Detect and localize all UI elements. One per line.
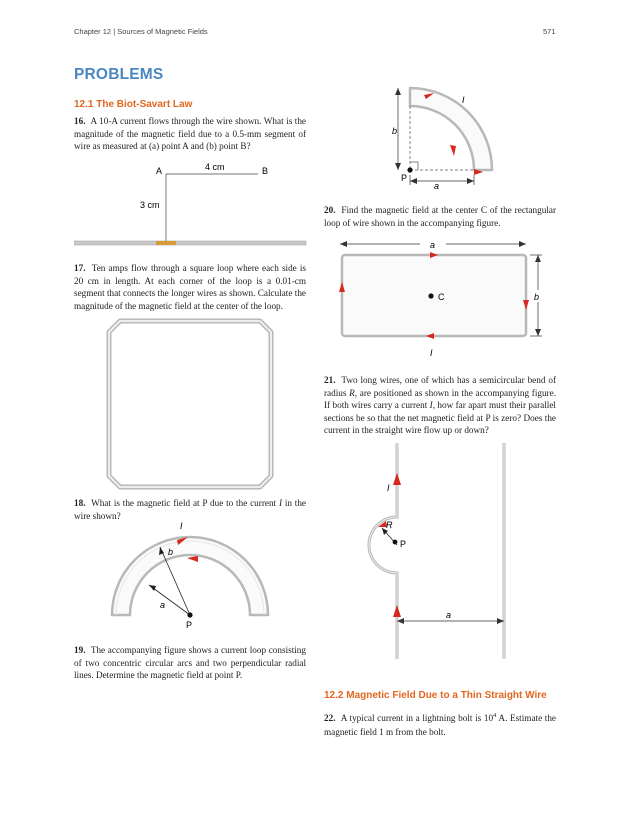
label-point-b: B [262, 166, 269, 176]
problem-number: 21. [324, 375, 336, 385]
figure-19 [388, 82, 503, 190]
label-a: a [430, 240, 436, 250]
dimension-a-arrow-right [467, 178, 474, 184]
label-a: a [446, 610, 452, 620]
exponent-base: 10 [483, 713, 494, 724]
figure-16 [74, 158, 308, 250]
current-arrow-upper [393, 473, 401, 485]
problem-number: 18. [74, 498, 86, 508]
dimension-a-arrow-right [519, 241, 526, 247]
problem-18: 18. What is the magnetic field at P due to the current I in the wire shown? [74, 498, 307, 521]
subsection-heading-12-1: 12.1 The Biot-Savart Law [74, 99, 193, 110]
label-point-p: P [186, 620, 193, 630]
problem-22: 22. A typical current in a lightning bolt is $10^4$ A. Estimate the magnetic field 1 m from the bolt. [324, 712, 557, 738]
point-p [393, 540, 398, 545]
current-arrow-inner [450, 145, 456, 156]
dimension-b-arrow-bottom [395, 163, 401, 170]
label-current-i: I [462, 95, 465, 105]
radius-a-line [149, 585, 190, 615]
dimension-b-arrow-top [395, 88, 401, 95]
dimension-a-arrow-left [340, 241, 347, 247]
problem-text: Find the magnetic field at the center C of the rectangular loop of wire shown in the accompanying figure. [324, 205, 557, 228]
problem-text: A 10-A current flows through the wire shown. What is the magnitude of the magnetic field due to a 0.5-mm segment of wire as measured at (a) point A and (b) point B? [74, 116, 306, 152]
dimension-b-arrow-top [535, 255, 541, 262]
problem-number: 22. [324, 713, 336, 724]
center-c [428, 293, 433, 298]
problem-number: 19. [74, 645, 86, 655]
problem-17 [74, 262, 306, 312]
label-a: a [434, 181, 440, 190]
point-p [187, 612, 192, 617]
figure-18 [100, 515, 280, 630]
problem-number: 20. [324, 205, 336, 215]
label-radius-a: a [160, 600, 166, 610]
label-distance-horizontal: 4 cm [205, 162, 225, 172]
half-ring-loop [112, 537, 268, 615]
problem-19 [74, 644, 306, 682]
current-arrow-inner [187, 556, 198, 562]
quarter-ring-loop [410, 88, 492, 170]
dimension-b-arrow-bottom [535, 329, 541, 336]
label-point-p: P [401, 173, 408, 183]
problem-text: The accompanying figure shows a current loop consisting of two concentric circular arcs and two perpendicular radial lines. Determine the magnetic field at point P. [74, 645, 306, 681]
point-p [407, 167, 412, 172]
label-radius-r: R [386, 520, 393, 530]
current-arrow-lower [393, 605, 401, 617]
exponent-power: 4 [493, 712, 497, 719]
bent-wire-shine [369, 443, 397, 659]
straight-wire [74, 241, 306, 245]
label-radius-b: b [168, 547, 174, 557]
square-loop-inner [109, 321, 271, 487]
label-current-i: I [180, 521, 183, 531]
label-current-i: I [387, 483, 390, 493]
label-b: b [392, 126, 398, 136]
page-number: 571 [543, 27, 556, 36]
label-distance-vertical: 3 cm [140, 200, 160, 210]
radius-a-arrowhead [149, 585, 156, 591]
problem-number: 17. [74, 263, 86, 273]
running-header: Chapter 12 | Sources of Magnetic Fields [74, 27, 208, 36]
problem-20 [324, 204, 556, 229]
wire-segment [156, 241, 176, 245]
label-point-p: P [400, 539, 407, 549]
bent-wire [369, 443, 397, 659]
label-current-i: I [430, 348, 433, 358]
problem-number: 16. [74, 116, 86, 126]
section-heading: PROBLEMS [74, 66, 164, 83]
label-point-a: A [156, 166, 163, 176]
figure-21 [356, 443, 516, 659]
rectangular-loop [342, 255, 526, 336]
figure-20 [334, 238, 546, 362]
problem-21: 21. Two long wires, one of which has a semicircular bend of radius R, are positioned as shown in the accompanying figure. If both wires carry a current I, how far apart must their parallel sections be so that the net magnetic field at P is zero? Does the current in the straight wire flow up or down? [324, 375, 557, 436]
figure-17 [106, 318, 274, 490]
problem-16 [74, 115, 306, 153]
subsection-heading-12-2: 12.2 Magnetic Field Due to a Thin Straight Wire [324, 690, 547, 701]
label-b: b [534, 292, 540, 302]
dimension-a-arrow-left [410, 178, 417, 184]
problem-text: Ten amps flow through a square loop where each side is 20 cm in length. At each corner of the loop is a 0.01-cm segment that connects the longer wires as shown. Calculate the magnitude of the magnetic field at the center of the loop. [74, 263, 307, 311]
label-center-c: C [438, 292, 445, 302]
square-loop-outer [109, 321, 271, 487]
